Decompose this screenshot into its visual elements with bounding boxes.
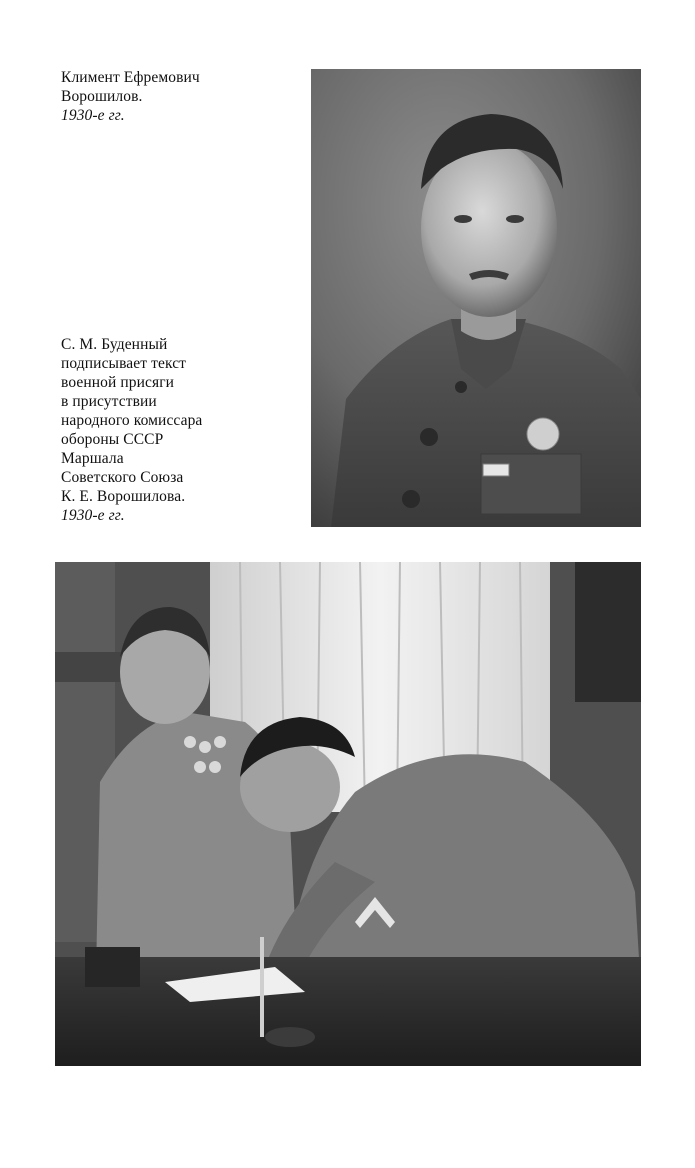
caption-line: военной присяги (61, 374, 175, 391)
caption-line: подписывает текст (61, 355, 187, 372)
caption-line: Маршала (61, 450, 124, 467)
caption-line: Советского Союза (61, 469, 184, 486)
caption-line: в присутствии (61, 393, 157, 410)
caption-budenny-oath (61, 335, 202, 525)
caption-line: Ворошилов. (61, 88, 143, 105)
caption-voroshilov (61, 68, 200, 125)
caption-line: народного комиссара (61, 412, 203, 429)
caption-line: С. М. Буденный (61, 336, 168, 353)
caption-line: К. Е. Ворошилова. (61, 488, 186, 505)
caption-line: обороны СССР (61, 431, 164, 448)
portrait-photo (311, 69, 641, 527)
caption-date: 1930-е гг. (61, 507, 125, 524)
caption-date: 1930-е гг. (61, 107, 125, 124)
caption-line: Климент Ефремович (61, 69, 200, 86)
oath-signing-photo-image (55, 562, 641, 1066)
portrait-photo-image (311, 69, 641, 527)
oath-signing-photo (55, 562, 641, 1066)
